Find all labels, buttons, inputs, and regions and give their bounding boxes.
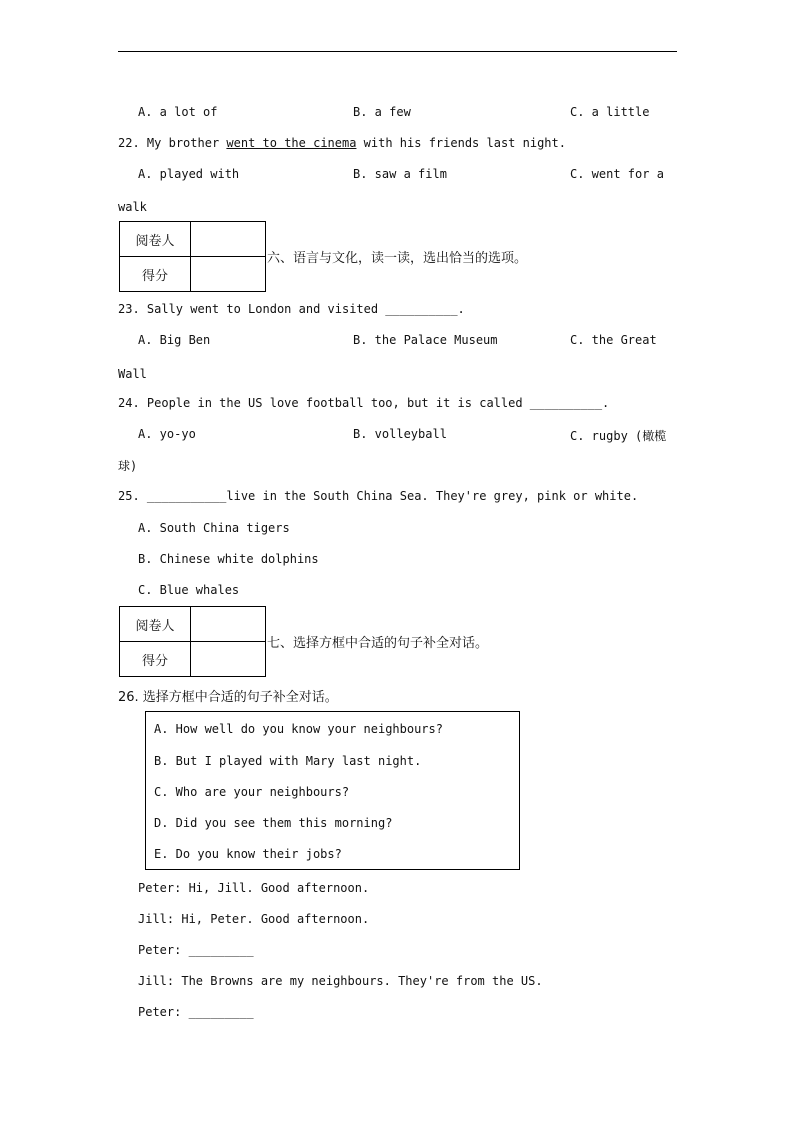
q21-option-a: A. a lot of bbox=[138, 105, 218, 119]
q24-option-a: A. yo-yo bbox=[138, 427, 196, 441]
q22-option-c-wrap: walk bbox=[118, 200, 147, 214]
section7-title: 七、选择方框中合适的句子补全对话。 bbox=[267, 636, 489, 651]
section7-score-label: 得分 bbox=[120, 642, 191, 677]
dialogue-line: Peter: _________ bbox=[138, 943, 254, 957]
q25-stem: 25. ___________live in the South China Sea. They're grey, pink or white. bbox=[118, 489, 639, 503]
dialogue-line: Peter: _________ bbox=[138, 1005, 254, 1019]
section6-score-table bbox=[119, 221, 266, 292]
q24-option-c: C. rugby (橄榄 bbox=[570, 429, 667, 443]
q24-option-c-wrap: 球) bbox=[118, 459, 138, 473]
section7-grader-label: 阅卷人 bbox=[120, 607, 191, 642]
section7-grader-cell bbox=[191, 607, 266, 642]
q26-box-option-a: A. How well do you know your neighbours? bbox=[154, 722, 443, 736]
q22-option-c: C. went for a bbox=[570, 167, 664, 181]
section7-score-table bbox=[119, 606, 266, 677]
q23-option-b: B. the Palace Museum bbox=[353, 333, 498, 347]
q26-title: 26. 选择方框中合适的句子补全对话。 bbox=[118, 690, 338, 705]
q21-option-c: C. a little bbox=[570, 105, 650, 119]
header-rule bbox=[118, 51, 677, 52]
q26-box-option-b: B. But I played with Mary last night. bbox=[154, 754, 422, 768]
section6-score-label: 得分 bbox=[120, 257, 191, 292]
section7-score-cell bbox=[191, 642, 266, 677]
q24-option-b: B. volleyball bbox=[353, 427, 447, 441]
q22-number: 22. bbox=[118, 136, 140, 150]
dialogue-line: Jill: Hi, Peter. Good afternoon. bbox=[138, 912, 370, 926]
dialogue-line: Peter: Hi, Jill. Good afternoon. bbox=[138, 881, 370, 895]
q23-stem: 23. Sally went to London and visited __________. bbox=[118, 302, 465, 316]
q22-underlined-phrase: went to the cinema bbox=[226, 136, 357, 150]
q26-box-option-e: E. Do you know their jobs? bbox=[154, 847, 342, 861]
q22-option-a: A. played with bbox=[138, 167, 240, 181]
section6-score-cell bbox=[191, 257, 266, 292]
section6-grader-label: 阅卷人 bbox=[120, 222, 191, 257]
section6-title: 六、语言与文化，读一读，选出恰当的选项。 bbox=[267, 251, 528, 266]
q25-option-a: A. South China tigers bbox=[138, 521, 290, 535]
section6-grader-cell bbox=[191, 222, 266, 257]
q21-option-b: B. a few bbox=[353, 105, 411, 119]
q23-option-a: A. Big Ben bbox=[138, 333, 211, 347]
q22-text-before: My brother bbox=[146, 136, 227, 150]
q22-text-after: with his friends last night. bbox=[356, 136, 566, 150]
q26-box-option-d: D. Did you see them this morning? bbox=[154, 816, 393, 830]
q25-option-c: C. Blue whales bbox=[138, 583, 240, 597]
q22-stem bbox=[118, 136, 566, 150]
q23-option-c-wrap: Wall bbox=[118, 367, 147, 381]
q26-box-option-c: C. Who are your neighbours? bbox=[154, 785, 350, 799]
q24-stem: 24. People in the US love football too, but it is called __________. bbox=[118, 396, 610, 410]
q23-option-c: C. the Great bbox=[570, 333, 657, 347]
q25-option-b: B. Chinese white dolphins bbox=[138, 552, 319, 566]
dialogue-line: Jill: The Browns are my neighbours. They're from the US. bbox=[138, 974, 543, 988]
q22-option-b: B. saw a film bbox=[353, 167, 447, 181]
